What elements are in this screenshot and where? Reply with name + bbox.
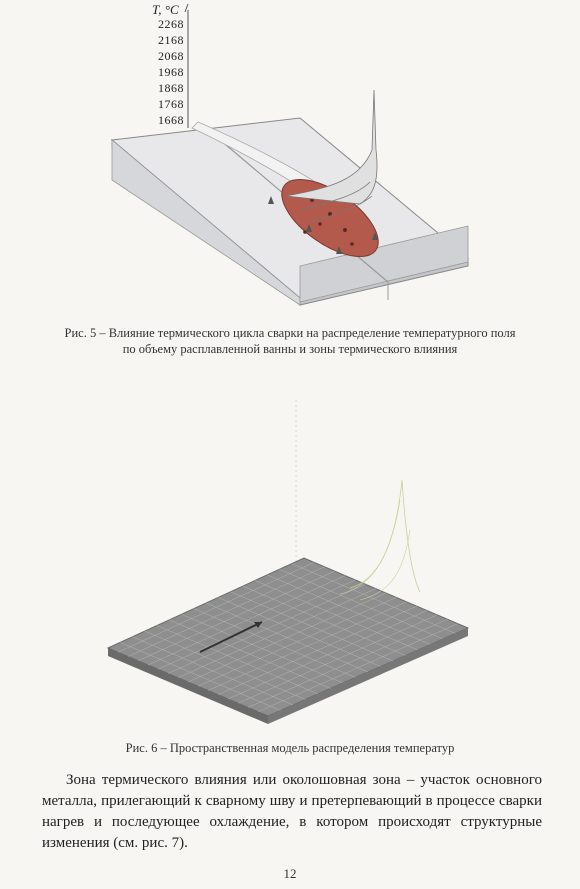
temperature-tick: 1968 (158, 65, 184, 79)
temperature-model-3d (0, 380, 580, 730)
figure-6-caption: Рис. 6 – Пространственная модель распределения температур (125, 741, 455, 755)
temperature-tick: 1668 (158, 113, 184, 127)
temperature-tick: 2168 (158, 33, 184, 47)
temperature-axis-label: T, °C (152, 2, 179, 17)
weld-plate-illustration (0, 0, 580, 320)
body-paragraph: Зона термического влияния или околошовная зона – участок основного металла, прилегающий к сварному шву и претерпевающий в процессе сварки нагрев и последующее охлаждение, в котором происходят структурные изменения (см. рис. 7). (42, 772, 542, 851)
temperature-tick: 1868 (158, 81, 184, 95)
temperature-tick: 2068 (158, 49, 184, 63)
temperature-tick: 2268 (158, 17, 184, 31)
page-number: 12 (283, 866, 297, 881)
temperature-tick: 1768 (158, 97, 184, 111)
figure-5-caption: Рис. 5 – Влияние термического цикла сварки на распределение температурного поля по объему расплавленной ванны и зоны термического влияния (64, 326, 516, 356)
